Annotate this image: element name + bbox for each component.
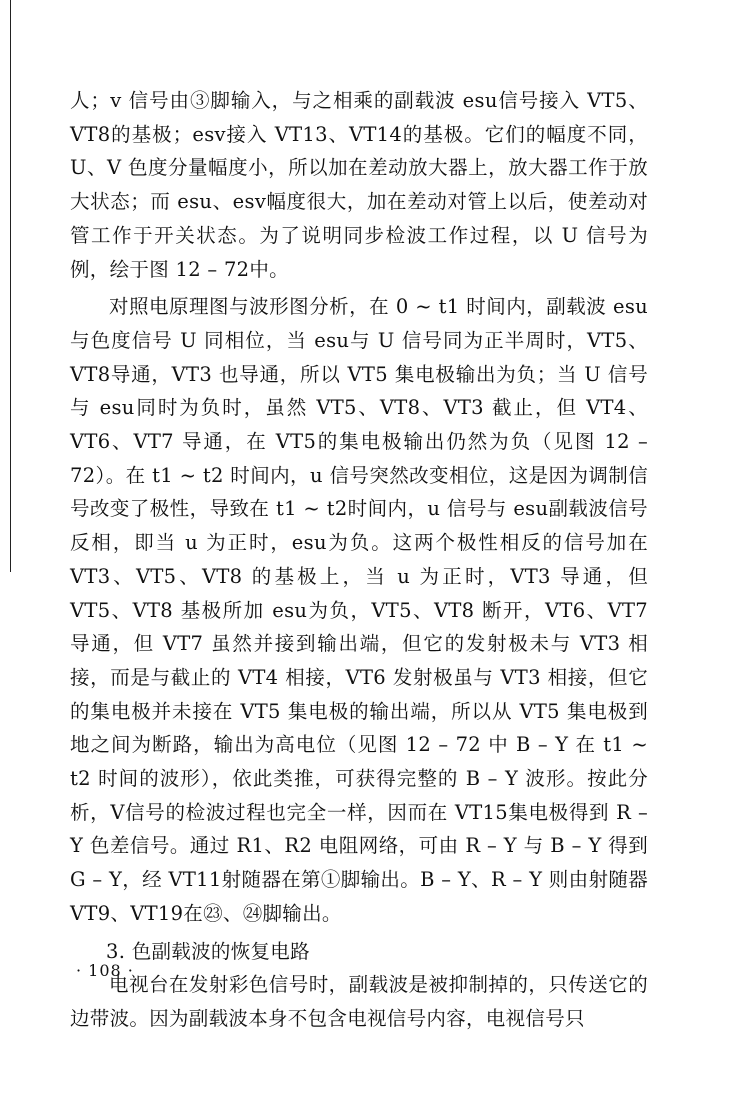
paragraph-1: 人；v 信号由③脚输入，与之相乘的副载波 esu信号接入 VT5、VT8的基极；esv接入 VT13、VT14的基极。它们的幅度不同，U、V 色度分量幅度小，所以加在差动放大器上，放大器工作于放大状态；而 esu、esv幅度很大，加在差动对管上以后，使差动对管工作于开关状态。为了说明同步检波工作过程，以 U 信号为例，绘于图 12 – 72中。 xyxy=(70,89,648,281)
section-heading: 3. 色副载波的恢复电路 xyxy=(106,939,310,963)
paragraph-3: 电视台在发射彩色信号时，副载波是被抑制掉的，只传送它的边带波。因为副载波本身不包含电视信号内容，电视信号只 xyxy=(70,973,648,1030)
page-body xyxy=(70,84,648,1036)
margin-rule xyxy=(10,0,11,572)
page-number: · 108 · xyxy=(76,961,134,980)
paragraph-2: 对照电原理图与波形图分析，在 0 ~ t1 时间内，副载波 esu与色度信号 U 同相位，当 esu与 U 信号同为正半周时，VT5、VT8导通，VT3 也导通，所以 VT5 集电极输出为负；当 U 信号与 esu同时为负时，虽然 VT5、VT8、VT3 截止，但 VT4、VT6、VT7 导通，在 VT5的集电极输出仍然为负（见图 12 – 72）。在 t1 ~ t2 时间内，u 信号突然改变相位，这是因为调制信号改变了极性，导致在 t1 ~ t2时间内，u 信号与 esu副载波信号反相，即当 u 为正时，esu为负。这两个极性相反的信号加在 VT3、VT5、VT8 的基极上，当 u 为正时，VT3 导通，但 VT5、VT8 基极所加 esu为负，VT5、VT8 断开，VT6、VT7 导通，但 VT7 虽然并接到输出端，但它的发射极未与 VT3 相接，而是与截止的 VT4 相接，VT6 发射极虽与 VT3 相接，但它的集电极并未接在 VT5 集电极的输出端，所以从 VT5 集电极到地之间为断路，输出为高电位（见图 12 – 72 中 B – Y 在 t1 ~ t2 时间的波形），依此类推，可获得完整的 B – Y 波形。按此分析，V信号的检波过程也完全一样，因而在 VT15集电极得到 R – Y 色差信号。通过 R1、R2 电阻网络，可由 R – Y 与 B – Y 得到 G – Y，经 VT11射随器在第①脚输出。B – Y、R – Y 则由射随器 VT9、VT19在㉓、㉔脚输出。 xyxy=(70,295,648,925)
